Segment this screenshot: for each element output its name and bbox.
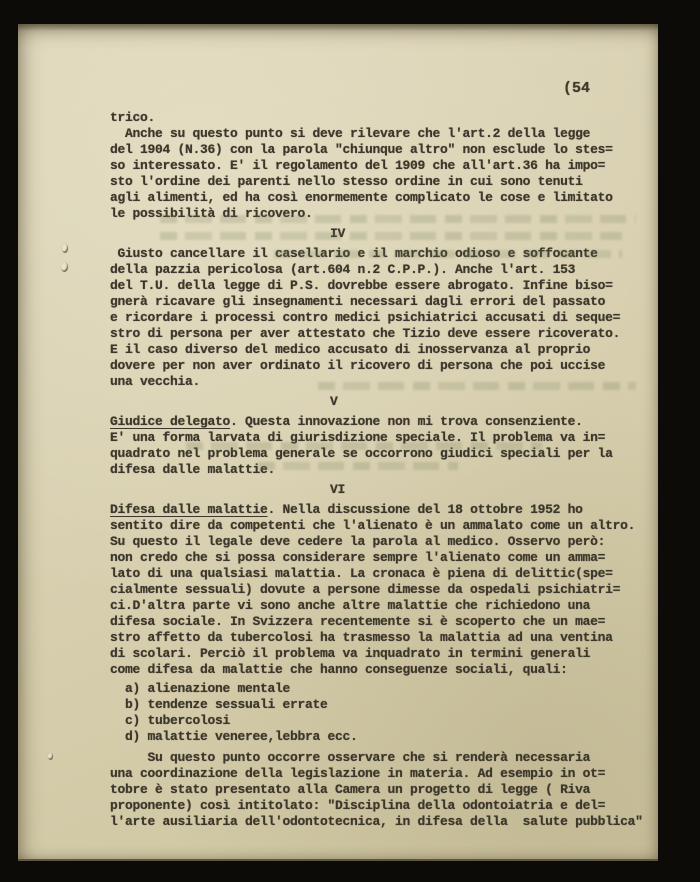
text-line: Su questo il legale deve cedere la parola al medico. Osservo però: (110, 534, 606, 549)
underlined-lead: Difesa dalle malattie (110, 502, 268, 517)
text-line: le possibilità di ricovero. (110, 206, 313, 221)
list-block (110, 681, 658, 745)
paragraph (110, 246, 658, 390)
text-line: difesa dalle malattie. (110, 462, 276, 477)
text-line: ci.D'altra parte vi sono anche altre malattie che richiedono una (110, 598, 591, 613)
bleedthrough-text-mark (258, 462, 458, 470)
text-line: lato di una qualsiasi malattia. La cronaca è piena di delittic(spe= (110, 566, 613, 581)
text-line: del 1904 (N.36) con la parola "chiunque altro" non esclude lo stes= (110, 142, 613, 157)
text-line: della pazzia pericolosa (art.604 n.2 C.P.P.). Anche l'art. 153 (110, 262, 576, 277)
paragraph (110, 502, 658, 678)
text-line: cialmente sessuali) dovute a persone dimesse da ospedali psichiatri= (110, 582, 621, 597)
bleedthrough-text-mark (186, 442, 542, 450)
text-line: b) tendenze sessuali errate (110, 697, 328, 712)
text-line: Giudice delegato. Questa innovazione non mi trova consenziente. (110, 414, 583, 429)
text-line: quadrato nel problema generale se occorrono giudici speciali per la (110, 446, 613, 461)
text-line: stro di persona per aver attestato che Tizio deve essere ricoverato. (110, 326, 621, 341)
text-line: dovere per non aver ordinato il ricovero di persona che poi uccise (110, 358, 606, 373)
text-line: una coordinazione della legislazione in materia. Ad esempio in ot= (110, 766, 606, 781)
text-line: c) tubercolosi (110, 713, 231, 728)
text-line: trico. (110, 110, 156, 125)
text-line: E' una forma larvata di giurisdizione speciale. Il problema va in= (110, 430, 606, 445)
underlined-lead: Giudice delegato (110, 414, 231, 429)
text-line: come difesa da malattie che hanno conseguenze sociali, quali: (110, 662, 568, 677)
paragraph (110, 126, 658, 222)
text-line: non credo che si possa considerare sempre l'alienato come un amma= (110, 550, 606, 565)
text-line: Giusto cancellare il casellario e il marchio odioso e soffocante (110, 246, 598, 261)
text-line: di scolari. Perciò il problema va inquadrato in termini generali (110, 646, 591, 661)
text-line: proponente) così intitolato: "Disciplina della odontoiatria e del= (110, 798, 606, 813)
text-line: a) alienazione mentale (110, 681, 291, 696)
text-line: sto l'ordine dei parenti nello stesso ordine in cui sono tenuti (110, 174, 583, 189)
page-number: (54 (563, 80, 591, 97)
text-line: agli alimenti, ed ha così enormemente complicato le cose e limitato (110, 190, 613, 205)
text-line: una vecchia. (110, 374, 201, 389)
bleedthrough-text-mark (318, 382, 636, 390)
section-heading: IV (330, 226, 346, 241)
paper-speck (48, 753, 53, 760)
text-line: d) malattie veneree,lebbra ecc. (110, 729, 358, 744)
text-line: stro affetto da tubercolosi ha trasmesso la malattia ad una ventina (110, 630, 613, 645)
text-line: difesa sociale. In Svizzera recentemente si è scoperto che un mae= (110, 614, 606, 629)
text-line: del T.U. della legge di P.S. dovrebbe essere abrogato. Infine biso= (110, 278, 613, 293)
text-line: Difesa dalle malattie. Nella discussione del 18 ottobre 1952 ho (110, 502, 583, 517)
text-line: Su questo punto occorre osservare che si renderà necessaria (110, 750, 591, 765)
text-line: tobre è stato presentato alla Camera un progetto di legge ( Riva (110, 782, 591, 797)
text-line: sentito dire da competenti che l'alienato è un ammalato come un altro. (110, 518, 636, 533)
paragraph (110, 750, 658, 830)
text-line: gnerà ricavare gli insegnamenti necessari dagli errori del passato (110, 294, 606, 309)
bleedthrough-text-mark (274, 250, 622, 258)
text-line: Anche su questo punto si deve rilevare che l'art.2 della legge (110, 126, 591, 141)
paragraph (110, 110, 658, 126)
bleedthrough-text-mark (160, 215, 636, 223)
document-page (18, 24, 658, 859)
text-line: e ricordare i processi contro medici psichiatrici accusati di seque= (110, 310, 621, 325)
section-heading: VI (330, 482, 346, 497)
text-line: E il caso diverso del medico accusato di inosservanza al proprio (110, 342, 591, 357)
text-line: l'arte ausiliaria dell'odontotecnica, in difesa della salute pubblica" (110, 814, 643, 829)
paper-speck (62, 244, 68, 253)
paper-speck (61, 262, 68, 272)
bleedthrough-text-mark (160, 232, 622, 240)
section-heading: V (330, 394, 338, 409)
text-line: so interessato. E' il regolamento del 1909 che all'art.36 ha impo= (110, 158, 606, 173)
